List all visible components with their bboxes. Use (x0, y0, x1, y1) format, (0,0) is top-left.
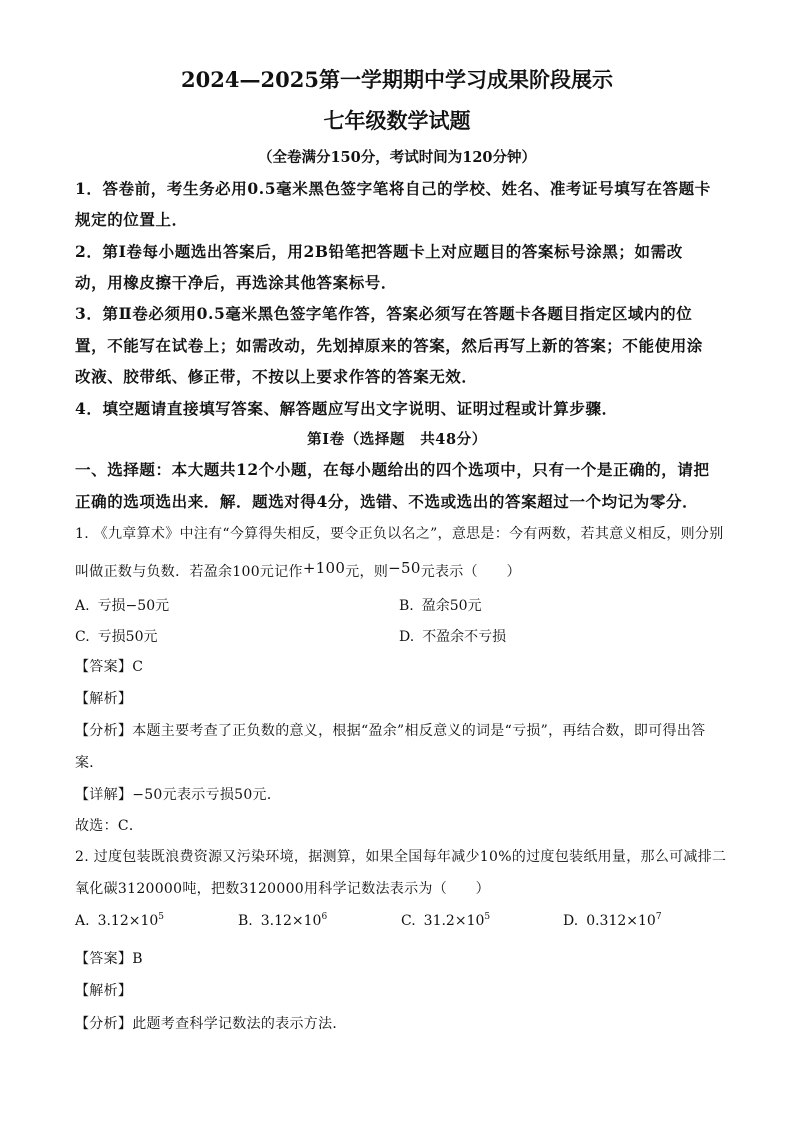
instruction-line: 置，不能写在试卷上；如需改动，先划掉原来的答案，然后再写上新的答案；不能使用涂 (75, 336, 703, 355)
exam-title: 2024—2025第一学期期中学习成果阶段展示 (181, 67, 613, 92)
section-title: 第Ⅰ卷（选择题 共48分） (307, 431, 487, 448)
question-2-analysis: 【分析】此题考查科学记数法的表示方法． (75, 1016, 347, 1032)
question-2-analysis-head: 【解析】 (75, 983, 133, 999)
question-2-option-d: D. $0.312\times 10^7$ (563, 912, 662, 929)
question-2-text: 氧化碳3120000吨，把数3120000用科学记数法表示为（ ） (75, 881, 490, 897)
question-1-analysis: 案． (75, 755, 104, 771)
exam-subtitle: 七年级数学试题 (323, 108, 471, 133)
instruction-line: 3．第Ⅱ卷必须用0.5毫米黑色签字笔作答，答案必须写在答题卡各题目指定区域内的位 (75, 304, 693, 323)
instruction-line: 1．答卷前，考生务必用0.5毫米黑色签字笔将自己的学校、姓名、准考证号填写在答题卡 (75, 179, 711, 198)
question-1-option-d: D. 不盈余不亏损 (399, 629, 507, 645)
question-1-option-b: B. 盈余50元 (399, 598, 482, 614)
question-1-answer: 【答案】C (75, 659, 144, 675)
question-1-choose: 故选：C． (75, 818, 144, 834)
question-1-analysis-head: 【解析】 (75, 691, 133, 707)
question-1-detail: 【详解】−50元表示亏损50元． (75, 787, 282, 803)
instruction-line: 4．填空题请直接填写答案、解答题应写出文字说明、证明过程或计算步骤． (75, 399, 618, 418)
question-1-option-a: A. 亏损−50元 (75, 598, 170, 614)
exam-note: （全卷满分150分，考试时间为120分钟） (257, 149, 537, 166)
question-2-option-a: A. $3.12\times 10^5$ (75, 912, 165, 929)
section-intro: 正确的选项选出来．解．题选对得4分，选错、不选或选出的答案超过一个均记为零分． (75, 492, 699, 511)
question-1-text: 1. 《九章算术》中注有“今算得失相反，要令正负以名之”，意思是：今有两数，若其意义相反，则分别 (75, 526, 724, 542)
instruction-line: 动，用橡皮擦干净后，再选涂其他答案标号． (75, 273, 398, 292)
question-1-option-c: C. 亏损50元 (75, 629, 158, 645)
question-2-text: 2. 过度包装既浪费资源又污染环境，据测算，如果全国每年减少10%的过度包装纸用量，那么可减排二 (75, 849, 727, 865)
question-2-answer: 【答案】B (75, 951, 143, 967)
instruction-line: 规定的位置上． (75, 210, 188, 229)
section-intro: 一、选择题：本大题共12个小题，在每小题给出的四个选项中，只有一个是正确的，请把 (75, 460, 710, 479)
instruction-line: 改液、胶带纸、修正带，不按以上要求作答的答案无效． (75, 367, 478, 386)
question-2-option-c: C. $31.2\times 10^5$ (401, 912, 491, 929)
question-2-option-b: B. $3.12\times 10^6$ (238, 912, 328, 929)
question-1-text: 叫做正数与负数．若盈余100元记作+100元，则−50元表示（ ） (75, 559, 521, 580)
question-1-analysis: 【分析】本题主要考查了正负数的意义，根据“盈余”相反意义的词是“亏损”，再结合数，即可得出答 (75, 723, 706, 739)
instruction-line: 2．第Ⅰ卷每小题选出答案后，用2B铅笔把答题卡上对应题目的答案标号涂黑；如需改 (75, 242, 683, 261)
